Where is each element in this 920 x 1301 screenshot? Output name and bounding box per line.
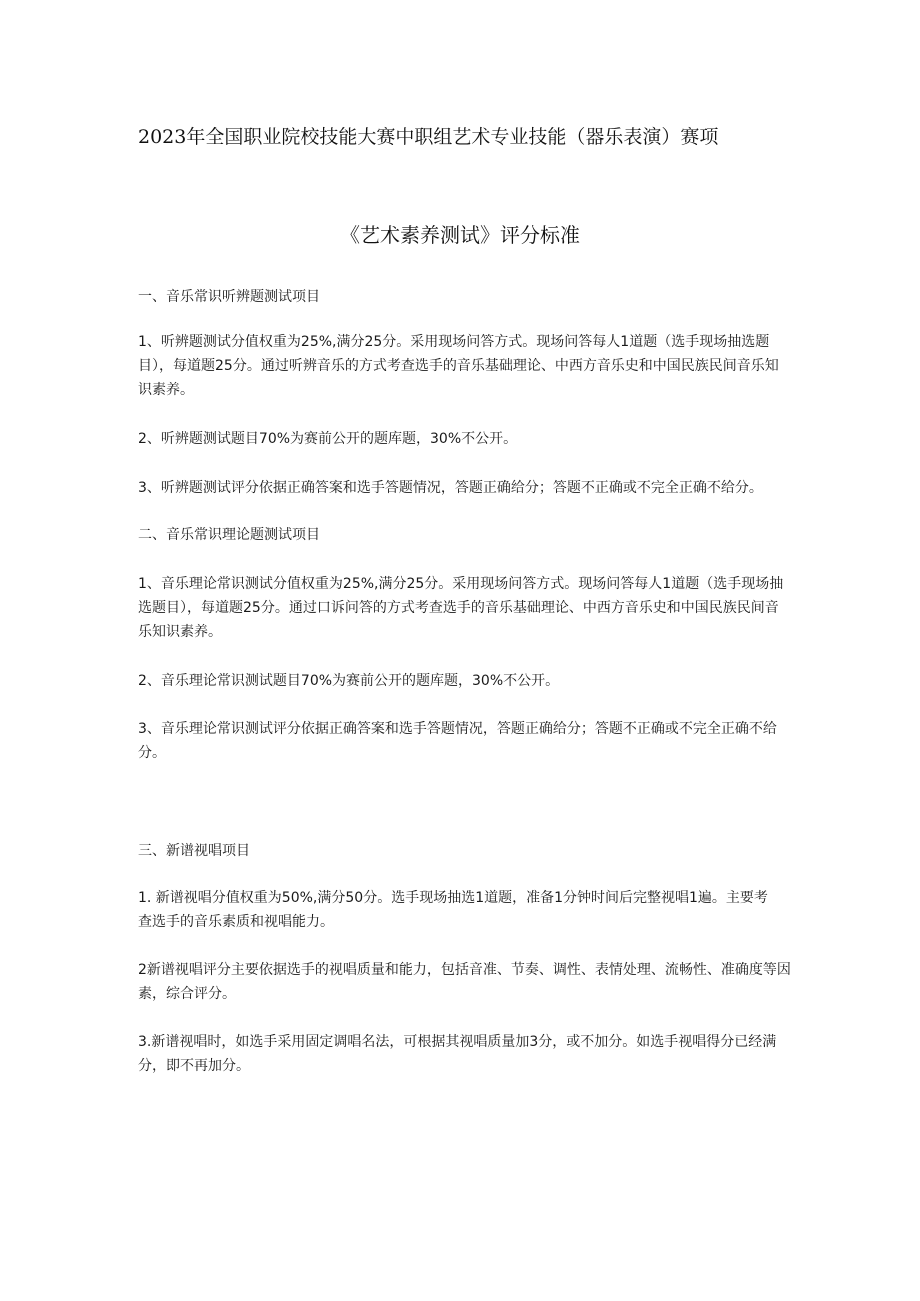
paragraph-line: 分。 xyxy=(138,745,166,761)
section-3-paragraph-3 xyxy=(138,1030,860,1078)
paragraph-line: 1、音乐理论常识测试分值权重为25%,满分25分。采用现场问答方式。现场问答每人1道题（选手现场抽 xyxy=(138,576,784,592)
paragraph-line: 2新谱视唱评分主要依据选手的视唱质量和能力，包括音准、节奏、调性、表情处理、流畅性、准确度等因 xyxy=(138,962,791,978)
section-2-paragraph-2 xyxy=(138,669,860,693)
paragraph-line: 目），每道题25分。通过听辨音乐的方式考查选手的音乐基础理论、中西方音乐史和中国民族民间音乐知 xyxy=(138,358,779,374)
paragraph-line: 选题目），每道题25分。通过口诉问答的方式考查选手的音乐基础理论、中西方音乐史和中国民族民间音 xyxy=(138,600,779,616)
paragraph-line: 3.新谱视唱时，如选手采用固定调唱名法，可根据其视唱质量加3分，或不加分。如选手视唱得分已经满 xyxy=(138,1034,777,1050)
paragraph-line: 3、音乐理论常识测试评分依据正确答案和选手答题情况，答题正确给分；答题不正确或不完全正确不给 xyxy=(138,721,777,737)
paragraph-line: 1. 新谱视唱分值权重为50%,满分50分。选手现场抽选1道题，准备1分钟时间后完整视唱1遍。主要考 xyxy=(138,890,768,906)
section-1-paragraph-2 xyxy=(138,427,860,451)
section-2-paragraph-3 xyxy=(138,717,860,765)
section-3-paragraph-1 xyxy=(138,886,860,934)
section-heading-3: 三、新谱视唱项目 xyxy=(138,843,250,859)
paragraph-line: 素，综合评分。 xyxy=(138,986,236,1002)
document-subtitle: 《艺术素养测试》评分标准 xyxy=(340,223,580,247)
paragraph-line: 2、听辨题测试题目70%为赛前公开的题库题，30%不公开。 xyxy=(138,431,518,447)
document-title: 2023年全国职业院校技能大赛中职组艺术专业技能（器乐表演）赛项 xyxy=(138,126,719,148)
section-heading-2: 二、音乐常识理论题测试项目 xyxy=(138,527,320,543)
section-3-paragraph-2 xyxy=(138,958,860,1006)
paragraph-line: 分，即不再加分。 xyxy=(138,1058,250,1074)
section-1-paragraph-3 xyxy=(138,476,860,500)
paragraph-line: 乐知识素养。 xyxy=(138,624,222,640)
paragraph-line: 1、听辨题测试分值权重为25%,满分25分。采用现场问答方式。现场问答每人1道题（选手现场抽选题 xyxy=(138,334,770,350)
section-1-paragraph-1 xyxy=(138,330,860,402)
section-2-paragraph-1 xyxy=(138,572,860,644)
paragraph-line: 识素养。 xyxy=(138,382,194,398)
section-heading-1: 一、音乐常识听辨题测试项目 xyxy=(138,289,320,305)
paragraph-line: 2、音乐理论常识测试题目70%为赛前公开的题库题，30%不公开。 xyxy=(138,673,560,689)
paragraph-line: 3、听辨题测试评分依据正确答案和选手答题情况，答题正确给分；答题不正确或不完全正确不给分。 xyxy=(138,480,763,496)
paragraph-line: 查选手的音乐素质和视唱能力。 xyxy=(138,914,334,930)
